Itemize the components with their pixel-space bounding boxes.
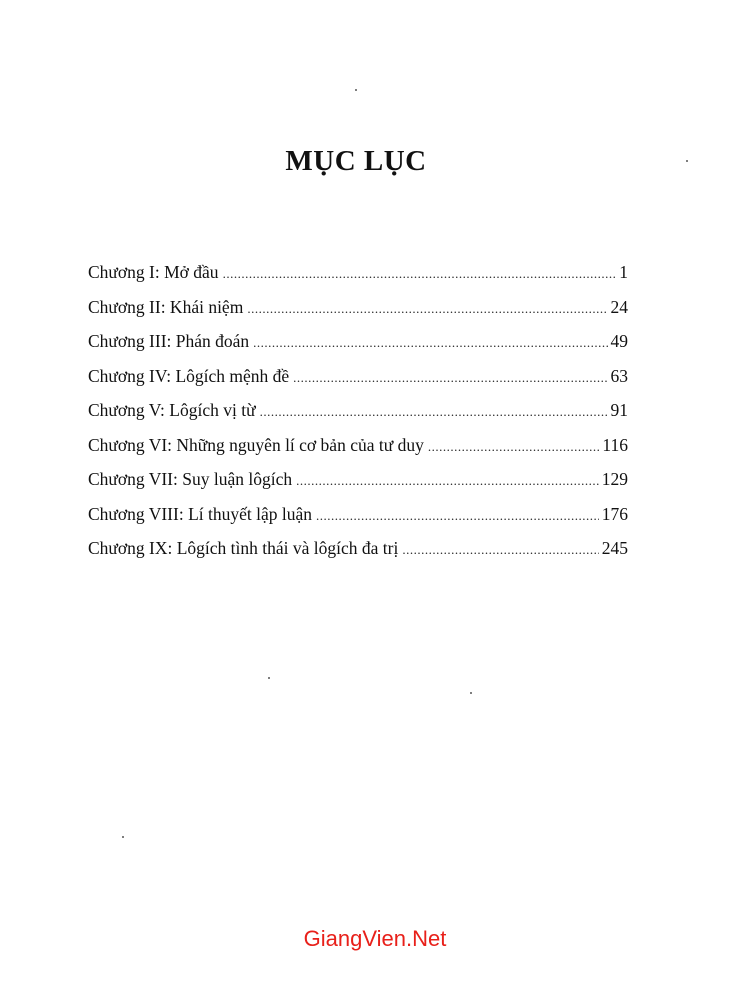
scan-speck — [122, 836, 124, 838]
toc-dot-leader — [253, 335, 607, 351]
toc-entry-page: 116 — [602, 434, 628, 455]
toc-entry[interactable] — [88, 366, 628, 401]
toc-entry-label: Chương VI: Những nguyên lí cơ bản của tư duy — [88, 434, 424, 455]
toc-entry-label: Chương I: Mở đầu — [88, 262, 219, 282]
toc-entry-label: Chương VIII: Lí thuyết lập luận — [88, 503, 313, 524]
toc-entry-page: 63 — [610, 365, 628, 386]
toc-entry[interactable] — [88, 400, 628, 435]
toc-dot-leader — [296, 473, 599, 489]
toc-entry-label: Chương IX: Lôgích tình thái và lôgích đa trị — [88, 538, 399, 558]
toc-entry-label: Chương III: Phán đoán — [88, 331, 250, 351]
toc-entry[interactable] — [88, 331, 628, 366]
toc-entry-label: Chương VII: Suy luận lôgích — [88, 469, 293, 489]
toc-dot-leader — [293, 370, 607, 386]
toc-dot-leader — [316, 508, 599, 524]
toc-entry-label: Chương II: Khái niệm — [88, 296, 244, 317]
toc-entry-page: 24 — [610, 296, 628, 317]
toc-entry-page: 49 — [610, 331, 628, 351]
table-of-contents — [88, 262, 628, 573]
toc-entry[interactable] — [88, 262, 628, 297]
page-title: MỤC LỤC — [285, 145, 427, 177]
toc-dot-leader — [223, 266, 617, 282]
toc-entry[interactable] — [88, 504, 628, 539]
toc-entry-page: 245 — [601, 538, 628, 558]
toc-dot-leader — [402, 542, 598, 558]
watermark-text: GiangVien.Net — [303, 926, 447, 951]
toc-entry-page: 176 — [601, 503, 628, 524]
toc-dot-leader — [428, 439, 600, 455]
scan-speck — [268, 677, 270, 679]
toc-dot-leader — [247, 301, 607, 317]
toc-entry-label: Chương V: Lôgích vị từ — [88, 400, 256, 420]
scan-speck — [355, 89, 357, 91]
scan-speck — [470, 692, 472, 694]
toc-entry[interactable] — [88, 538, 628, 573]
toc-entry[interactable] — [88, 469, 628, 504]
toc-entry-page: 91 — [610, 400, 628, 420]
toc-entry-label: Chương IV: Lôgích mệnh đề — [88, 365, 290, 386]
toc-dot-leader — [260, 404, 608, 420]
toc-entry-page: 1 — [619, 262, 628, 282]
toc-entry-page: 129 — [601, 469, 628, 489]
toc-entry[interactable] — [88, 297, 628, 332]
toc-entry[interactable] — [88, 435, 628, 470]
